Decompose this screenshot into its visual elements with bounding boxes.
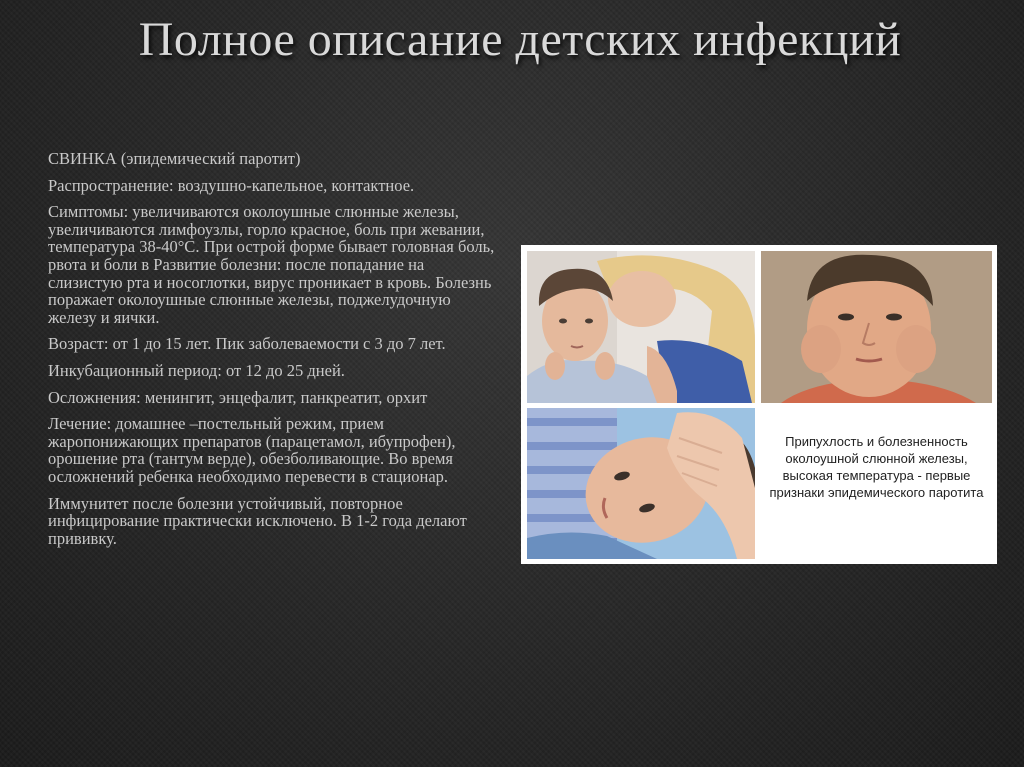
paragraph-heading: СВИНКА (эпидемический паротит) — [48, 149, 301, 168]
paragraph-spread: Распространение: воздушно-капельное, контактное. — [48, 175, 415, 195]
paragraph-symptoms: Симптомы: увеличиваются околоушные слюнные железы, увеличиваются лимфоузлы, горло красное, боль при жевании, температура 38-40°С. При острой форме бывает головная боль, рвота и боли в Развитие болезни: после попадание на слизистую рта и носоглотки, вирус проникает в кровь. Болезнь поражает околоушные слюнные железы, поджелудочную железу и яички. — [48, 202, 495, 327]
paragraph-immunity: Иммунитет после болезни устойчивый, повторное инфицирование практически исключено. В 1-2 года делают прививку. — [48, 493, 467, 548]
paragraph-treatment: Лечение: домашнее –постельный режим, прием жаропонижающих препаратов (парацетамол, ибупрофен), орошение рта (тантум верде), обезболивающие. Во время осложнений ребенка необходимо перевести в стационар. — [48, 414, 456, 486]
slide-title: Полное описание детских инфекций — [138, 13, 902, 66]
slide-body — [48, 150, 498, 556]
paragraph-incubation: Инкубационный период: от 12 до 25 дней. — [48, 360, 345, 380]
image-caption: Припухлость и болезненность околоушной слюнной железы, высокая температура - первые признаки эпидемического паротита — [769, 434, 984, 500]
photo-sick-child — [527, 408, 755, 559]
paragraph-age: Возраст: от 1 до 15 лет. Пик заболеваемости с 3 до 7 лет. — [48, 334, 446, 354]
paragraph-complications: Осложнения: менингит, энцефалит, панкреатит, орхит — [48, 387, 428, 407]
photo-boy-with-mother — [527, 251, 755, 403]
image-panel — [521, 245, 997, 564]
photo-swollen-face — [761, 251, 992, 403]
